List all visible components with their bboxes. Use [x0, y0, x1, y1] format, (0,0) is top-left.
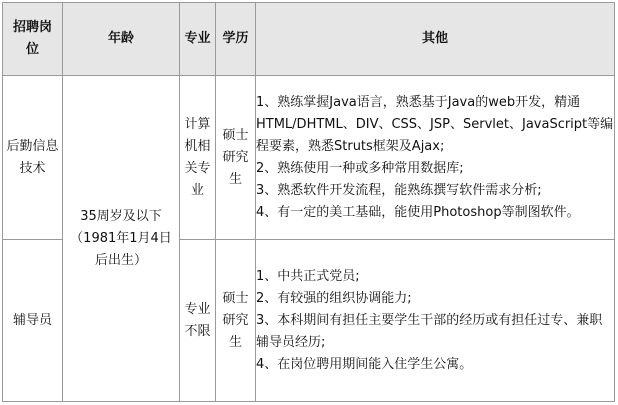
requirement-item: 3、本科期间有担任主要学生干部的经历或有担任过专、兼职辅导员经历; [256, 312, 603, 350]
header-major: 专业 [180, 3, 216, 76]
degree-cell: 硕士研究生 [216, 240, 256, 402]
position-cell: 辅导员 [3, 240, 63, 402]
requirement-item: 2、熟练使用一种或多种常用数据库; [256, 160, 464, 176]
header-row [3, 3, 615, 76]
header-other: 其他 [256, 3, 615, 76]
header-position: 招聘岗位 [3, 3, 63, 76]
requirement-item: 2、有较强的组织协调能力; [256, 290, 412, 306]
age-birthdate: （1981年1月4日后出生） [70, 230, 172, 268]
requirement-item: 1、中共正式党员; [256, 268, 360, 284]
requirements-cell [256, 240, 615, 402]
major-cell: 专业不限 [180, 240, 216, 402]
requirement-item: 3、熟悉软件开发流程，能熟练撰写软件需求分析; [256, 182, 542, 198]
degree-cell: 硕士研究生 [216, 76, 256, 240]
position-cell: 后勤信息技术 [3, 76, 63, 240]
major-cell: 计算机相关专业 [180, 76, 216, 240]
requirement-item: 1、熟练掌握Java语言，熟悉基于Java的web开发，精通HTML/DHTML、DIV、CSS、JSP、Servlet、JavaScript等编程要素，熟悉Struts框架及Ajax; [256, 94, 614, 154]
recruitment-table [2, 2, 615, 402]
age-cell [63, 76, 180, 402]
age-limit: 35周岁及以下 [80, 208, 162, 224]
requirement-item: 4、有一定的美工基础，能使用Photoshop等制图软件。 [256, 204, 580, 220]
header-degree: 学历 [216, 3, 256, 76]
table-row [3, 76, 615, 240]
requirement-item: 4、在岗位聘用期间能入住学生公寓。 [256, 356, 473, 372]
header-age: 年龄 [63, 3, 180, 76]
requirements-cell [256, 76, 615, 240]
